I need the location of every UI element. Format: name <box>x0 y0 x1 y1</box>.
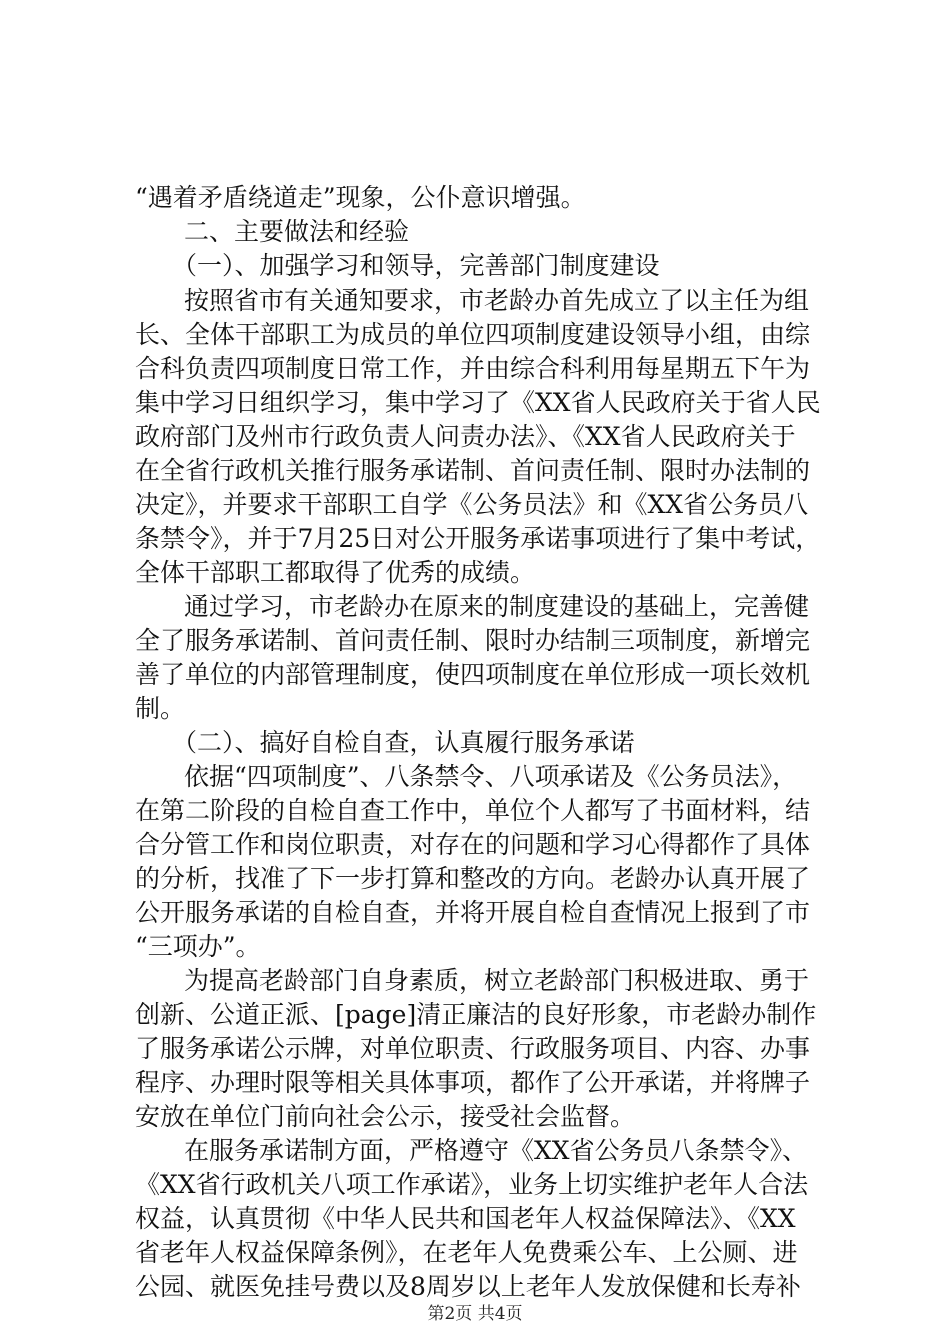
text-line: 程序、办理时限等相关具体事项，都作了公开承诺，并将牌子 <box>135 1068 811 1097</box>
text-line: 决定》，并要求干部职工自学《公务员法》和《XX省公务员八 <box>135 490 809 519</box>
text-line: 《XX省行政机关八项工作承诺》，业务上切实维护老年人合法 <box>135 1170 809 1199</box>
text-line: 全体干部职工都取得了优秀的成绩。 <box>135 558 536 587</box>
text-line: 集中学习日组织学习，集中学习了《XX省人民政府关于省人民 <box>135 388 821 417</box>
text-line: 合科负责四项制度日常工作，并由综合科利用每星期五下午为 <box>135 354 811 383</box>
text-line: 善了单位的内部管理制度，使四项制度在单位形成一项长效机 <box>135 660 811 689</box>
text-line: 合分管工作和岗位职责，对存在的问题和学习心得都作了具体 <box>135 830 811 859</box>
text-line: 按照省市有关通知要求，市老龄办首先成立了以主任为组 <box>184 286 810 315</box>
text-line: 在第二阶段的自检自查工作中，单位个人都写了书面材料，结 <box>135 796 811 825</box>
text-line: 创新、公道正派、[page]清正廉洁的良好形象，市老龄办制作 <box>135 1000 817 1029</box>
text-line: 省老年人权益保障条例》，在老年人免费乘公车、上公厕、进 <box>135 1238 798 1267</box>
text-line: 政府部门及州市行政负责人问责办法》、《XX省人民政府关于 <box>135 422 796 451</box>
text-line: 权益，认真贯彻《中华人民共和国老年人权益保障法》、《XX <box>135 1204 796 1233</box>
text-line: 为提高老龄部门自身素质，树立老龄部门积极进取、勇于 <box>184 966 810 995</box>
text-line: 的分析，找准了下一步打算和整改的方向。老龄办认真开展了 <box>135 864 811 893</box>
text-line: 通过学习，市老龄办在原来的制度建设的基础上，完善健 <box>184 592 810 621</box>
text-line: 公园、就医免挂号费以及8周岁以上老年人发放保健和长寿补 <box>135 1272 801 1301</box>
text-line: 公开服务承诺的自检自查，并将开展自检自查情况上报到了市 <box>135 898 811 927</box>
subsection-heading: （二）、搞好自检自查，认真履行服务承诺 <box>172 728 635 757</box>
text-line: 条禁令》，并于7月25日对公开服务承诺事项进行了集中考试， <box>135 524 821 553</box>
section-heading: 二、主要做法和经验 <box>184 217 410 246</box>
text-line: “三项办”。 <box>135 932 261 961</box>
text-line: 制。 <box>135 694 186 723</box>
text-line: 在全省行政机关推行服务承诺制、首问责任制、限时办法制的 <box>135 456 811 485</box>
subsection-heading: （一）、加强学习和领导，完善部门制度建设 <box>172 251 660 280</box>
text-line: 在服务承诺制方面，严格遵守《XX省公务员八条禁令》、 <box>184 1136 808 1165</box>
text-line: “遇着矛盾绕道走”现象，公仆意识增强。 <box>135 183 586 212</box>
text-line: 了服务承诺公示牌，对单位职责、行政服务项目、内容、办事 <box>135 1034 811 1063</box>
text-line: 全了服务承诺制、首问责任制、限时办结制三项制度，新增完 <box>135 626 811 655</box>
text-line: 安放在单位门前向社会公示，接受社会监督。 <box>135 1102 636 1131</box>
text-line: 依据“四项制度”、八条禁令、八项承诺及《公务员法》， <box>184 762 798 791</box>
text-line: 长、全体干部职工为成员的单位四项制度建设领导小组，由综 <box>135 320 811 349</box>
page-number-footer: 第2页 共4页 <box>427 1304 523 1324</box>
